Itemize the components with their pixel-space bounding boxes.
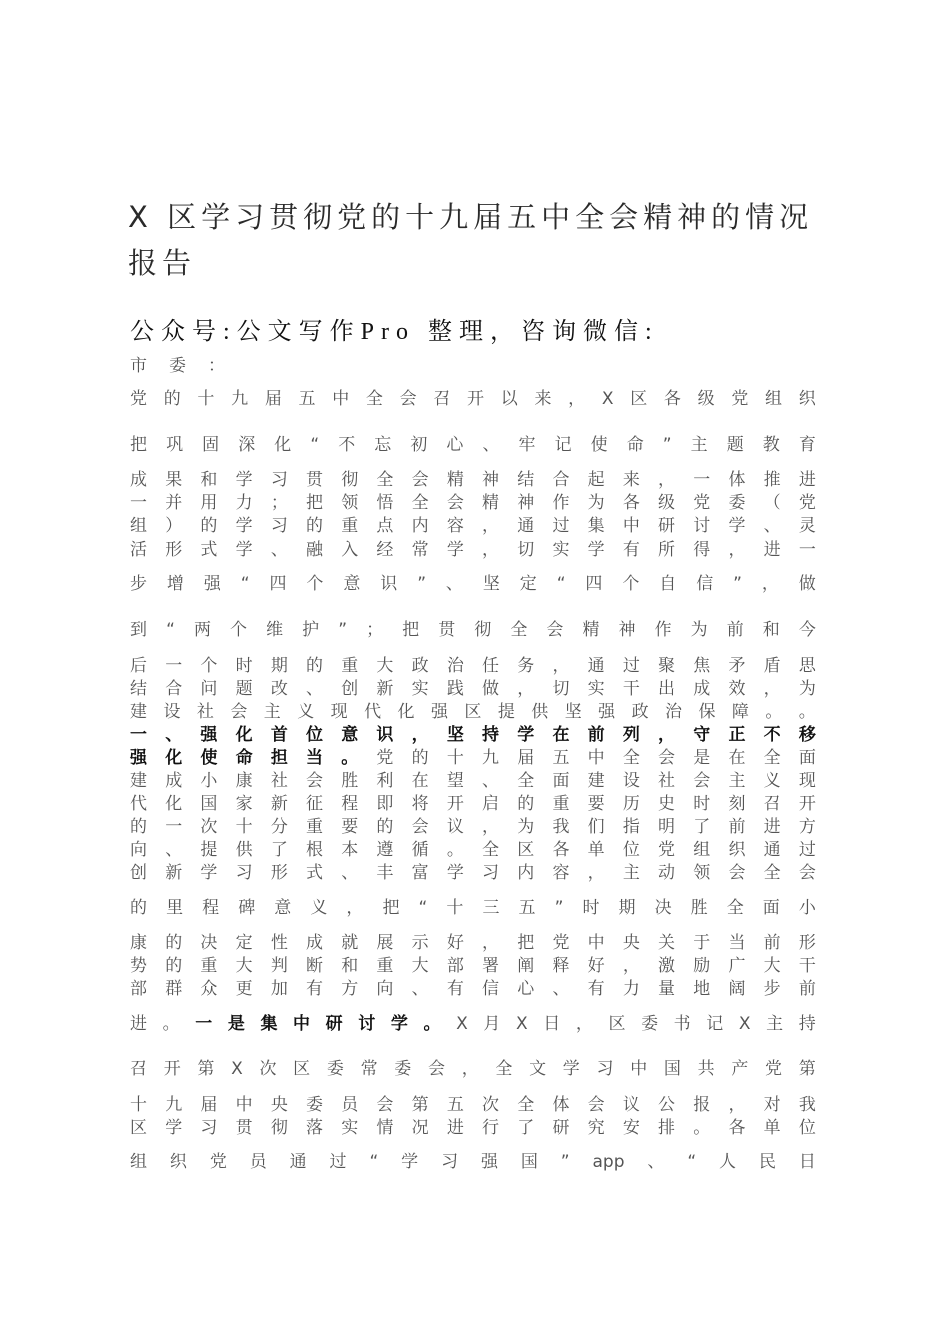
body-line: 一 并 用 力 ； 把 领 悟 全 会 精 神 作 为 各 级 党 委 （ 党 <box>130 493 816 513</box>
body-line: 创 新 学 习 形 式 、 丰 富 学 习 内 容 ， 主 动 领 会 全 会 <box>130 863 816 883</box>
body-line: 建 成 小 康 社 会 胜 利 在 望 、 全 面 建 设 社 会 主 义 现 <box>130 771 816 791</box>
body-line: 建 设 社 会 主 义 现 代 化 强 区 提 供 坚 强 政 治 保 障 。 。 <box>130 702 816 722</box>
body-line: 向 、 提 供 了 根 本 遵 循 。 全 区 各 单 位 党 组 织 通 过 <box>130 840 816 860</box>
body-line: 党 的 十 九 届 五 中 全 会 召 开 以 来 ， X 区 各 级 党 组 织 <box>130 389 816 409</box>
body-line: 区 学 习 贯 彻 落 实 情 况 进 行 了 研 究 安 排 。 各 单 位 <box>130 1118 816 1138</box>
document-title-line-1: X 区学习贯彻党的十九届五中全会精神的情况 <box>128 200 814 234</box>
body-line: 部 群 众 更 加 有 方 向 、 有 信 心 、 有 力 量 地 阔 步 前 <box>130 979 816 999</box>
body-line: 成 果 和 学 习 贯 彻 全 会 精 神 结 合 起 来 ， 一 体 推 进 <box>130 470 816 490</box>
source-line: 公众号:公文写作Pro 整理，咨询微信: <box>130 319 659 345</box>
body-line: 的 里 程 碑 意 义 ， 把 “ 十 三 五 ” 时 期 决 胜 全 面 小 <box>130 898 816 918</box>
body-line: 十 九 届 中 央 委 员 会 第 五 次 全 体 会 议 公 报 ， 对 我 <box>130 1095 816 1115</box>
body-line: 组 织 党 员 通 过 “ 学 习 强 国 ” app 、 “ 人 民 日 <box>130 1152 816 1172</box>
body-line: 组 ） 的 学 习 的 重 点 内 容 ， 通 过 集 中 研 讨 学 、 灵 <box>130 516 816 536</box>
body-line: 召 开 第 X 次 区 委 常 委 会 ， 全 文 学 习 中 国 共 产 党 第 <box>130 1059 816 1079</box>
body-line: 强 化 使 命 担 当 。 党 的 十 九 届 五 中 全 会 是 在 全 面 <box>130 748 816 768</box>
body-line: 后 一 个 时 期 的 重 大 政 治 任 务 ， 通 过 聚 焦 矛 盾 思 <box>130 656 816 676</box>
body-line: 势 的 重 大 判 断 和 重 大 部 署 阐 释 好 ， 激 励 广 大 干 <box>130 956 816 976</box>
body-line: 市 委 ： <box>130 356 225 376</box>
body-line: 到 “ 两 个 维 护 ” ； 把 贯 彻 全 会 精 神 作 为 前 和 今 <box>130 620 816 640</box>
body-line: 进 。 一 是 集 中 研 讨 学 。 X 月 X 日 ， 区 委 书 记 X 主 持 <box>130 1014 816 1034</box>
document-title-line-2: 报告 <box>128 246 197 280</box>
body-line: 步 增 强 “ 四 个 意 识 ” 、 坚 定 “ 四 个 自 信 ” ， 做 <box>130 574 816 594</box>
body-line: 结 合 问 题 改 、 创 新 实 践 做 ， 切 实 干 出 成 效 ， 为 <box>130 679 816 699</box>
body-line: 代 化 国 家 新 征 程 即 将 开 启 的 重 要 历 史 时 刻 召 开 <box>130 794 816 814</box>
body-line: 活 形 式 学 、 融 入 经 常 学 ， 切 实 学 有 所 得 ， 进 一 <box>130 540 816 560</box>
body-line: 一 、 强 化 首 位 意 识 ， 坚 持 学 在 前 列 ， 守 正 不 移 <box>130 725 816 745</box>
body-line: 的 一 次 十 分 重 要 的 会 议 ， 为 我 们 指 明 了 前 进 方 <box>130 817 816 837</box>
body-line: 康 的 决 定 性 成 就 展 示 好 ， 把 党 中 央 关 于 当 前 形 <box>130 933 816 953</box>
body-line: 把 巩 固 深 化 “ 不 忘 初 心 、 牢 记 使 命 ” 主 题 教 育 <box>130 435 816 455</box>
